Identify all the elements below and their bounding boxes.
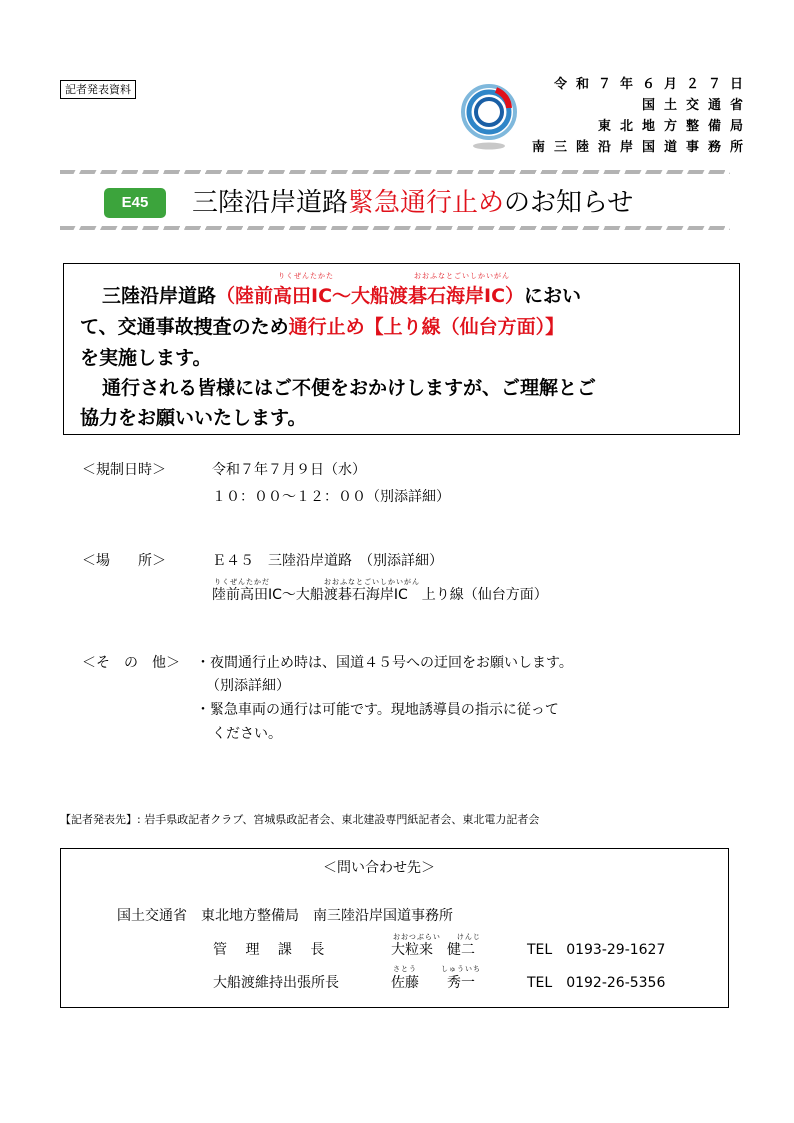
other-item-1: ・夜間通行止め時は、国道４５号への迂回をお願いします。 [196, 655, 573, 671]
notice-road: 三陸沿岸道路 [102, 285, 217, 307]
location-line-2: 陸前高田IC～大船渡碁石海岸IC 上り線（仙台方面） [212, 587, 548, 603]
notice-line-2 [80, 315, 564, 339]
issuer-ministry: 国土交通省 [642, 98, 753, 113]
contact-org: 国土交通省 東北地方整備局 南三陸沿岸国道事務所 [117, 908, 453, 924]
title-closure: 緊急通行止め [348, 188, 505, 218]
notice-line-4: 通行される皆様にはご不便をおかけしますが、ご理解とご [102, 377, 597, 399]
mlit-logo-icon [458, 82, 520, 152]
contact-box [60, 848, 729, 1008]
location-ruby-1: りくぜんたかだ [214, 578, 270, 586]
issue-date: 令和７年６月２７日 [554, 77, 753, 92]
contact-title-1: 管 理 課 長 [213, 942, 325, 958]
notice-reason: て、交通事故捜査のため [80, 316, 289, 338]
schedule-date: 令和７年７月９日（水） [212, 462, 366, 478]
notice-section: （陸前高田IC～大船渡碁石海岸IC） [216, 285, 525, 307]
title-divider-top [60, 170, 730, 174]
other-item-2: ・緊急車両の通行は可能です。現地誘導員の指示に従って [196, 702, 559, 718]
contact-name-2: 佐藤 秀一 [391, 975, 475, 991]
contact-name-ruby-1: おおつぶらい けんじ [393, 933, 481, 941]
ruby-ofunato: おおふなとごいしかいがん [414, 272, 510, 280]
contact-tel-1: TEL 0193-29-1627 [527, 942, 666, 958]
ruby-rikuzentakata: りくぜんたかた [278, 272, 334, 280]
contact-tel-2: TEL 0192-26-5356 [527, 975, 666, 991]
title-divider-bottom [60, 226, 730, 230]
issuer-block [532, 74, 752, 158]
notice-direction: 通行止め【上り線（仙台方面）】 [288, 316, 565, 338]
notice-box [63, 263, 740, 435]
issuer-bureau: 東北地方整備局 [598, 119, 753, 134]
location-ruby-2: おおふなとごいしかいがん [324, 578, 420, 586]
other-label: ＜そ の 他＞ [82, 655, 180, 671]
notice-line-3: を実施します。 [80, 347, 212, 369]
schedule-label: ＜規制日時＞ [82, 462, 166, 478]
other-item-2-cont: ください。 [212, 726, 282, 742]
press-release-tag: 記者発表資料 [60, 80, 136, 99]
other-item-1-note: （別添詳細） [206, 678, 290, 694]
notice-line1-end: におい [524, 285, 582, 307]
route-badge: E45 [104, 188, 166, 218]
location-line-1: Ｅ４５ 三陸沿岸道路 （別添詳細） [212, 553, 443, 569]
title-notice: のお知らせ [504, 188, 634, 218]
contact-name-1: 大粒来 健二 [391, 942, 475, 958]
schedule-time: １０：００～１２：００（別添詳細） [212, 489, 450, 505]
notice-line-5: 協力をお願いいたします。 [80, 407, 307, 429]
location-label: ＜場 所＞ [82, 553, 166, 569]
page-title [192, 184, 633, 222]
contact-heading: ＜問い合わせ先＞ [323, 860, 435, 876]
press-recipients: 【記者発表先】: 岩手県政記者クラブ、宮城県政記者会、東北建設専門紙記者会、東北電力記者会 [60, 813, 540, 826]
contact-title-2: 大船渡維持出張所長 [213, 975, 339, 991]
notice-line-1 [102, 284, 581, 308]
issuer-office: 南三陸沿岸国道事務所 [532, 140, 753, 155]
contact-name-ruby-2: さとう しゅういち [393, 965, 481, 973]
title-road: 三陸沿岸道路 [192, 188, 349, 218]
